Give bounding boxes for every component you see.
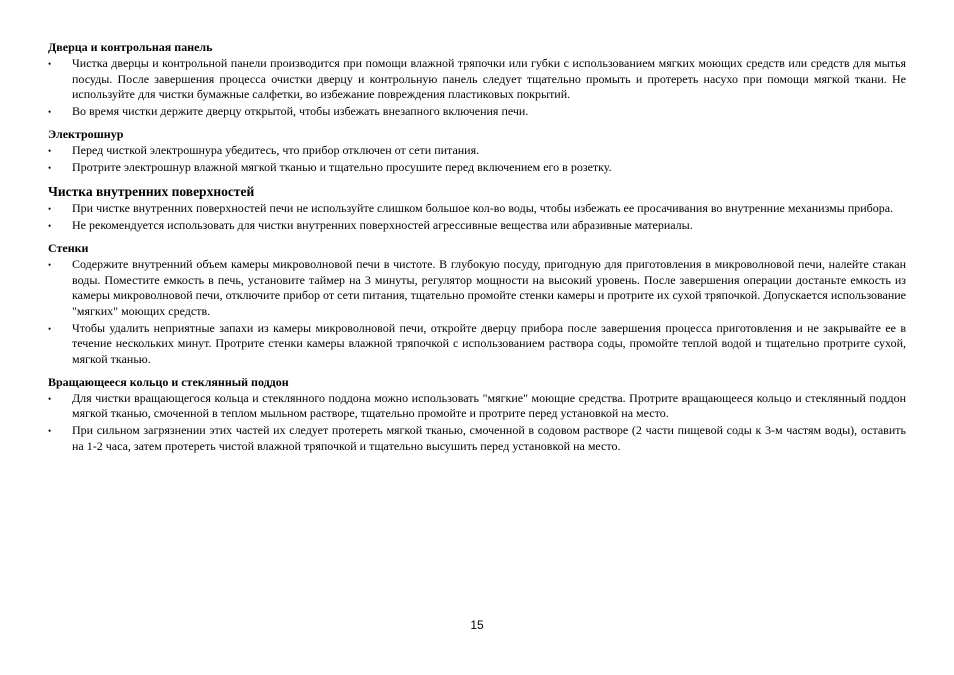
list-item-text: Для чистки вращающегося кольца и стеклянного поддона можно использовать "мягкие" моющие средства. Протрите вращающееся кольцо и стеклянный поддон мягкой тканью, смоченной в теплом мыльном растворе, тщательно промойте и протрите перед установкой на место. (72, 390, 906, 420)
section-walls (48, 241, 906, 367)
bullet-list (48, 257, 906, 367)
document-body (48, 40, 906, 456)
list-item-text: Чистка дверцы и контрольной панели производится при помощи влажной тряпочки или губки с использованием мягких моющих средств или средств для мытья посуды. После завершения процесса очистки дверцу и контрольную панель следует тщательно промыть и протереть насухо при помощи мягкой ткани. Не используйте для чистки бумажные салфетки, во избежание повреждения пластиковых покрытий. (72, 56, 906, 101)
bullet-list (48, 143, 906, 176)
list-item-text: Не рекомендуется использовать для чистки внутренних поверхностей агрессивные вещества или абразивные материалы. (72, 218, 693, 232)
bullet-icon: • (48, 323, 52, 334)
section-heading: Стенки (48, 241, 89, 255)
list-item-text: При чистке внутренних поверхностей печи не используйте слишком большое кол-во воды, чтобы избежать ее просачивания во внутренние механизмы прибора. (72, 201, 894, 215)
section-ring-and-tray (48, 375, 906, 455)
list-item (48, 104, 906, 120)
list-item-text: Протрите электрошнур влажной мягкой тканью и тщательно просушите перед включением его в розетку. (72, 160, 612, 174)
list-item-text: Содержите внутренний объем камеры микроволновой печи в чистоте. В глубокую посуду, пригодную для приготовления в микроволновой печи, налейте стакан воды. Поместите емкость в печь, установите таймер на 3 минуты, регулятор мощности на высокий уровень. После завершения операции достаньте емкость из камеры микроволновой печи, отключите прибор от сети питания, тщательно промойте стенки камеры и протрите их сухой тряпочкой. Допускается использование "мягких" моющих средств. (72, 257, 906, 318)
list-item-text: Чтобы удалить неприятные запахи из камеры микроволновой печи, откройте дверцу прибора после завершения процесса приготовления и не закрывайте ее в течение нескольких минут. Протрите стенки камеры влажной тряпочкой с использованием раствора соды, промойте теплой водой и тщательно протрите сухой, мягкой тканью. (72, 320, 906, 366)
bullet-icon: • (48, 146, 52, 156)
bullet-icon: • (48, 59, 52, 69)
bullet-icon: • (48, 260, 52, 270)
list-item (48, 218, 906, 234)
bullet-icon: • (48, 221, 52, 231)
list-item (48, 201, 906, 217)
list-item-text: Перед чисткой электрошнура убедитесь, что прибор отключен от сети питания. (72, 143, 480, 157)
bullet-icon: • (48, 393, 52, 404)
list-item (48, 143, 906, 159)
list-item-text: При сильном загрязнении этих частей их следует протереть мягкой тканью, смоченной в содовом растворе (2 части пищевой соды к 3-м частям воды), оставить на 1-2 часа, затем протереть чистой влажной тряпочкой и тщательно высушить перед установкой на место. (72, 423, 906, 453)
bullet-list (48, 56, 906, 120)
bullet-icon: • (48, 204, 52, 214)
bullet-list (48, 391, 906, 455)
bullet-icon: • (48, 163, 52, 173)
bullet-icon: • (48, 107, 52, 117)
bullet-icon: • (48, 426, 52, 436)
section-heading: Чистка внутренних поверхностей (48, 184, 255, 199)
bullet-list (48, 201, 906, 234)
section-heading: Вращающееся кольцо и стеклянный поддон (48, 374, 289, 389)
list-item-text: Во время чистки держите дверцу открытой, чтобы избежать внезапного включения печи. (72, 104, 529, 118)
list-item (48, 160, 906, 176)
section-heading: Дверца и контрольная панель (48, 40, 213, 54)
list-item (48, 391, 906, 422)
list-item (48, 56, 906, 103)
list-item (48, 321, 906, 368)
list-item (48, 423, 906, 454)
section-interior-cleaning (48, 183, 906, 234)
section-door-and-panel (48, 40, 906, 120)
section-power-cord (48, 127, 906, 176)
list-item (48, 257, 906, 319)
page-number: 15 (470, 618, 484, 632)
section-heading: Электрошнур (48, 127, 124, 141)
